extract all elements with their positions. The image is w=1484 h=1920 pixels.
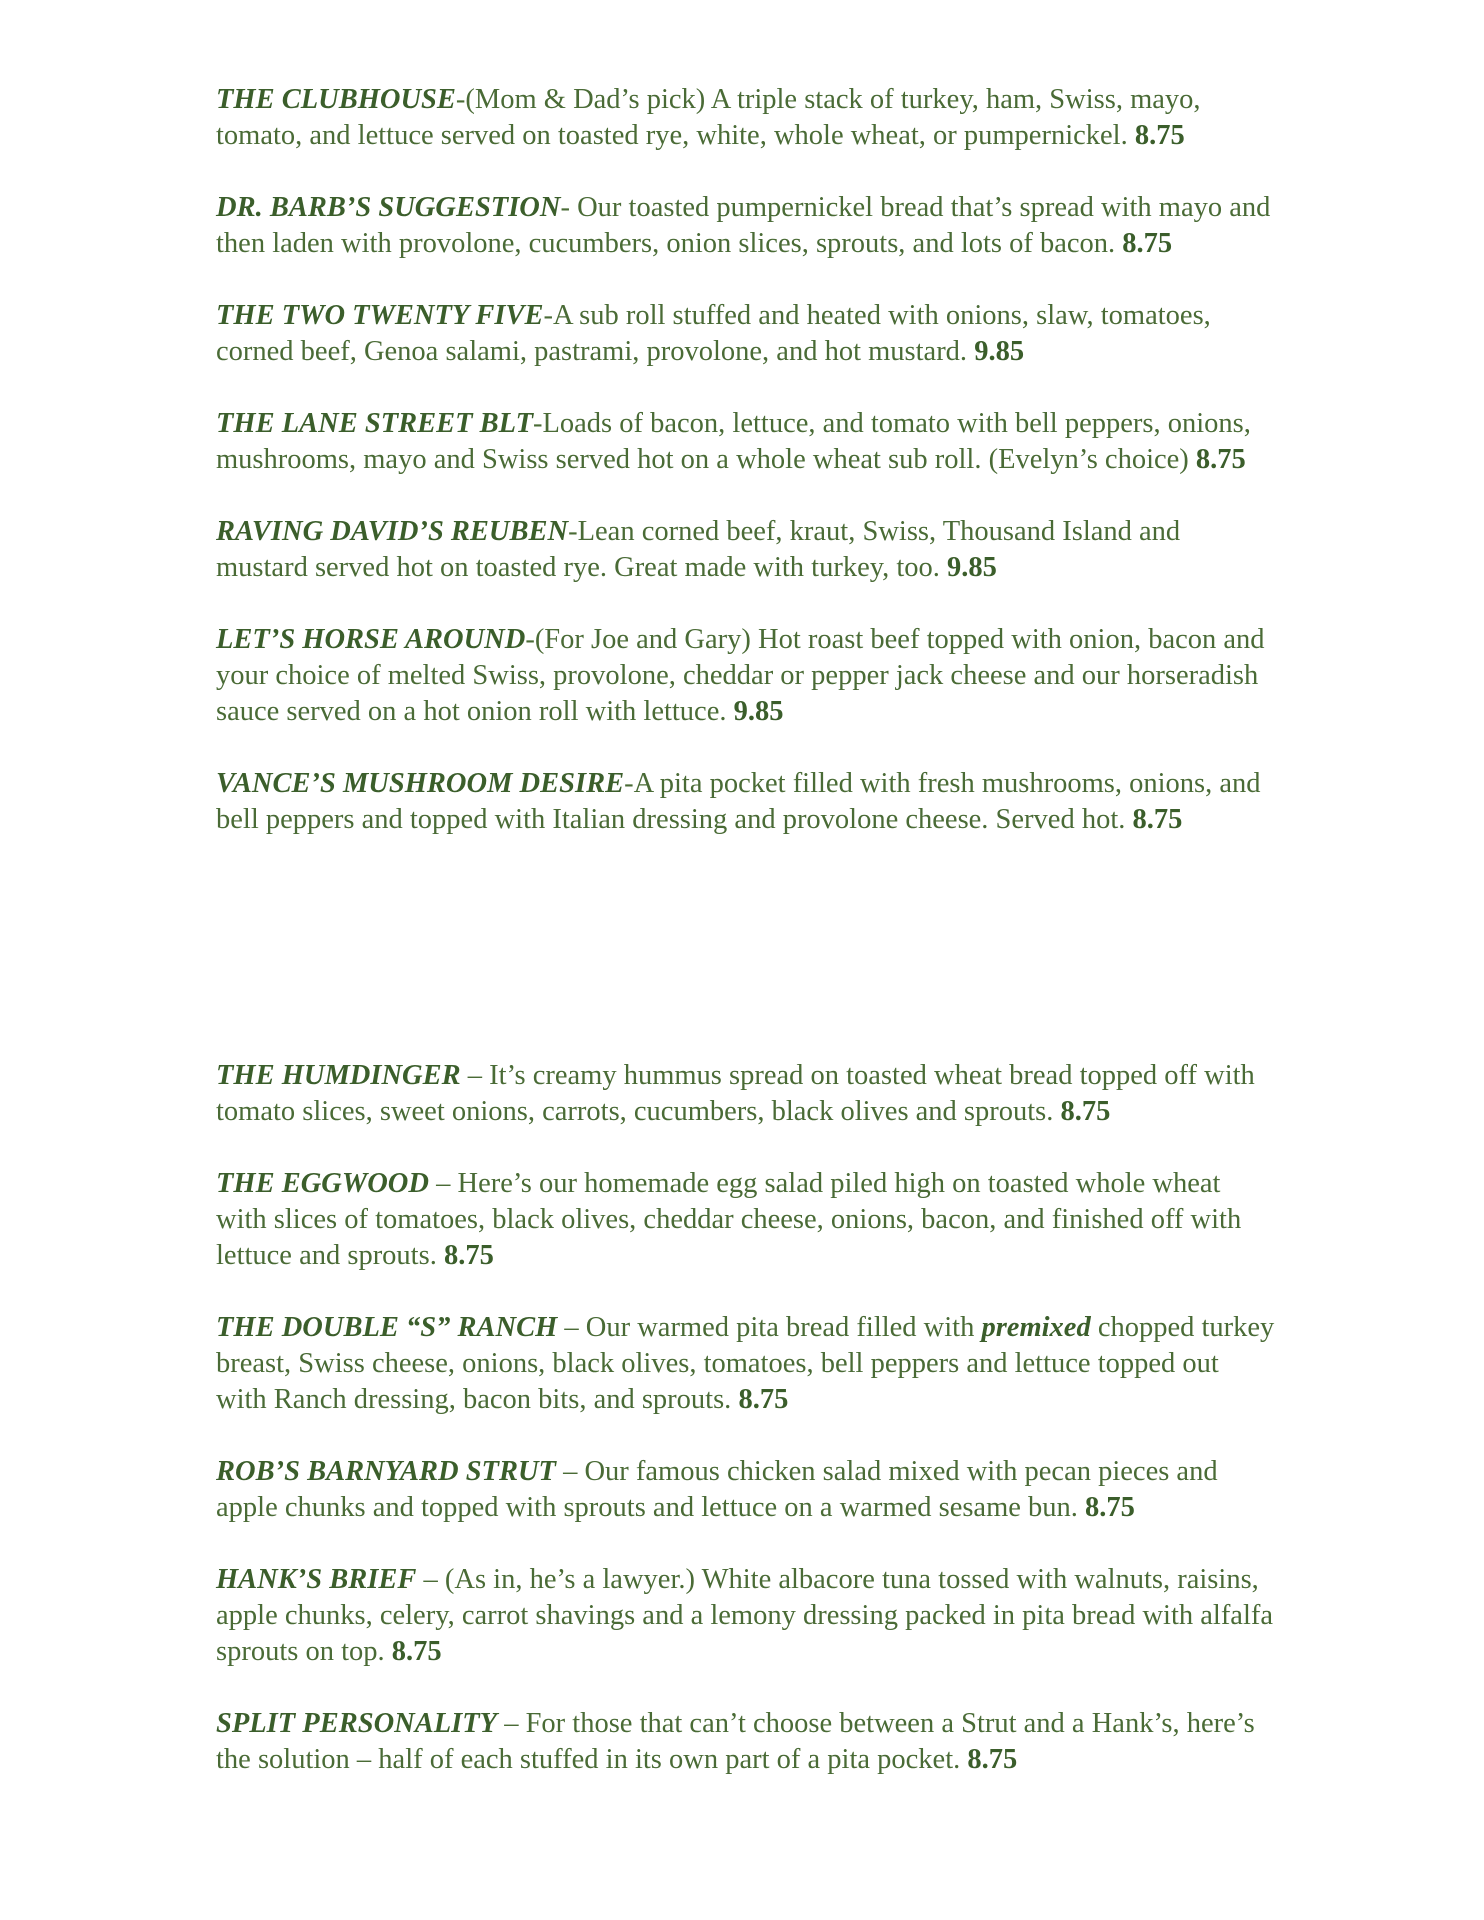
menu-item-hanks-brief — [216, 1562, 1276, 1670]
item-price: 9.85 — [733, 696, 784, 727]
item-description: -Loads of bacon, lettuce, and tomato with bell peppers, onions, mushrooms, mayo and Swiss served hot on a whole wheat sub roll. (Evelyn’s choice) — [216, 408, 1251, 475]
item-description: – (As in, he’s a lawyer.) White albacore tuna tossed with walnuts, raisins, apple chunks, celery, carrot shavings and a lemony dressing packed in pita bread with alfalfa sprouts on top. — [216, 1564, 1274, 1667]
item-name: LET’S HORSE AROUND — [216, 624, 526, 655]
menu-item-the-humdinger — [216, 1058, 1276, 1130]
item-description: – Our famous chicken salad mixed with pecan pieces and apple chunks and topped with sprouts and lettuce on a warmed sesame bun. — [216, 1456, 1218, 1523]
item-description: – Here’s our homemade egg salad piled high on toasted whole wheat with slices of tomatoes, black olives, cheddar cheese, onions, bacon, and finished off with lettuce and sprouts. — [216, 1168, 1242, 1271]
item-price: 8.75 — [443, 1240, 494, 1271]
item-description: -A pita pocket filled with fresh mushrooms, onions, and bell peppers and topped with Italian dressing and provolone cheese. Served hot. — [216, 768, 1261, 835]
item-name: SPLIT PERSONALITY — [216, 1708, 498, 1739]
item-emphasis: premixed — [981, 1312, 1091, 1343]
item-name: THE EGGWOOD — [216, 1168, 429, 1199]
item-description-continued: chopped turkey breast, Swiss cheese, onions, black olives, tomatoes, bell peppers and lettuce topped out with Ranch dressing, bacon bits, and sprouts. — [216, 1312, 1275, 1415]
item-price: 8.75 — [1134, 120, 1185, 151]
item-description: – Our warmed pita bread filled with — [557, 1312, 982, 1343]
menu-item-the-eggwood — [216, 1166, 1276, 1274]
item-description: -(Mom & Dad’s pick) A triple stack of turkey, ham, Swiss, mayo, tomato, and lettuce served on toasted rye, white, whole wheat, or pumpernickel. — [216, 84, 1201, 151]
item-name: ROB’S BARNYARD STRUT — [216, 1456, 556, 1487]
item-price: 8.75 — [1085, 1492, 1135, 1523]
item-name: THE LANE STREET BLT — [216, 408, 533, 439]
menu-item-lets-horse-around — [216, 622, 1276, 730]
item-price: 9.85 — [947, 552, 997, 583]
item-name: THE HUMDINGER — [216, 1060, 461, 1091]
item-price: 8.75 — [967, 1744, 1018, 1775]
sandwich-section-2 — [216, 1058, 1276, 1814]
menu-item-the-double-s-ranch — [216, 1310, 1276, 1418]
item-description: -(For Joe and Gary) Hot roast beef topped with onion, bacon and your choice of melted Swiss, provolone, cheddar or pepper jack cheese and our horseradish sauce served on a hot onion roll with lettuce. — [216, 624, 1265, 727]
menu-item-raving-davids-reuben — [216, 514, 1276, 586]
item-name: RAVING DAVID’S REUBEN — [216, 516, 569, 547]
item-name: DR. BARB’S SUGGESTION — [216, 192, 561, 223]
menu-item-robs-barnyard-strut — [216, 1454, 1276, 1526]
item-price: 9.85 — [974, 336, 1025, 367]
menu-item-vances-mushroom-desire — [216, 766, 1276, 838]
menu-item-the-clubhouse — [216, 82, 1276, 154]
item-name: THE DOUBLE “S” RANCH — [216, 1312, 558, 1343]
menu-item-dr-barbs-suggestion — [216, 190, 1276, 262]
item-price: 8.75 — [1060, 1096, 1111, 1127]
item-price: 8.75 — [1132, 804, 1183, 835]
item-description: – It’s creamy hummus spread on toasted wheat bread topped off with tomato slices, sweet onions, carrots, cucumbers, black olives and sprouts. — [216, 1060, 1255, 1127]
item-price: 8.75 — [1122, 228, 1173, 259]
item-price: 8.75 — [1195, 444, 1246, 475]
item-description: – For those that can’t choose between a Strut and a Hank’s, here’s the solution – half of each stuffed in its own part of a pita pocket. — [216, 1708, 1255, 1775]
item-description: -A sub roll stuffed and heated with onions, slaw, tomatoes, corned beef, Genoa salami, pastrami, provolone, and hot mustard. — [216, 300, 1211, 367]
item-description: -Lean corned beef, kraut, Swiss, Thousand Island and mustard served hot on toasted rye. Great made with turkey, too. — [216, 516, 1181, 583]
item-name: THE CLUBHOUSE — [216, 84, 456, 115]
sandwich-section-1 — [216, 82, 1276, 874]
item-name: VANCE’S MUSHROOM DESIRE — [216, 768, 625, 799]
item-name: THE TWO TWENTY FIVE — [216, 300, 544, 331]
menu-item-the-two-twenty-five — [216, 298, 1276, 370]
item-name: HANK’S BRIEF — [216, 1564, 417, 1595]
menu-item-split-personality — [216, 1706, 1276, 1778]
item-price: 8.75 — [738, 1384, 789, 1415]
menu-item-the-lane-street-blt — [216, 406, 1276, 478]
item-description: - Our toasted pumpernickel bread that’s spread with mayo and then laden with provolone, cucumbers, onion slices, sprouts, and lots of bacon. — [216, 192, 1271, 259]
item-price: 8.75 — [391, 1636, 442, 1667]
